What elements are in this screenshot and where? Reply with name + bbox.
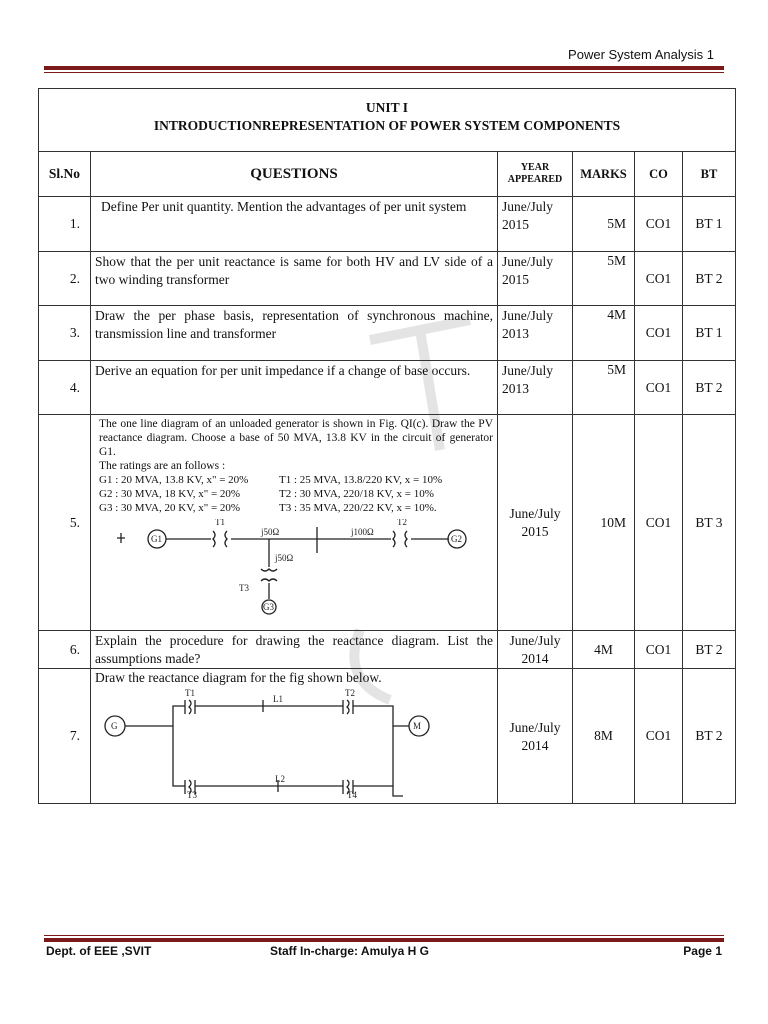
question-text: Derive an equation for per unit impedance if a change of base occurs.	[91, 361, 498, 415]
header-title: Power System Analysis 1	[568, 47, 714, 62]
course-outcome: CO1	[635, 197, 683, 252]
row-number: 4.	[39, 361, 91, 415]
col-questions: QUESTIONS	[91, 152, 498, 197]
row-number: 1.	[39, 197, 91, 252]
label-t1: T1	[185, 688, 195, 698]
table-row	[39, 361, 736, 415]
col-marks: MARKS	[573, 152, 635, 197]
question-text: Explain the procedure for drawing the reactance diagram. List the assumptions made?	[91, 631, 498, 669]
label-g1: G1	[151, 534, 162, 544]
marks: 10M	[573, 415, 635, 631]
question-text: Show that the per unit reactance is same for both HV and LV side of a two winding transformer	[91, 252, 498, 306]
course-outcome: CO1	[635, 669, 683, 804]
year-appeared: June/July 2015	[498, 197, 573, 252]
year-appeared: June/July 2014	[498, 631, 573, 669]
col-year: YEAR APPEARED	[498, 152, 573, 197]
course-outcome: CO1	[635, 631, 683, 669]
label-m: M	[413, 721, 422, 731]
table-row	[39, 252, 736, 306]
rating-g1: G1 : 20 MVA, 13.8 KV, x" = 20%	[99, 474, 249, 486]
table-row	[39, 197, 736, 252]
course-outcome: CO1	[635, 361, 683, 415]
table-row	[39, 631, 736, 669]
course-outcome: CO1	[635, 252, 683, 306]
row-number: 7.	[39, 669, 91, 804]
bloom-level: BT 2	[683, 361, 736, 415]
header-rule	[44, 66, 724, 70]
question-text: Draw the per phase basis, representation of synchronous machine, transmission line and transformer	[91, 306, 498, 361]
header-rule-thin	[44, 72, 724, 73]
label-t3: T3	[187, 790, 197, 798]
column-headers	[39, 152, 736, 197]
unit-heading	[39, 89, 736, 152]
label-line1: j50Ω	[261, 527, 280, 537]
bloom-level: BT 1	[683, 197, 736, 252]
rating-t2: T2 : 30 MVA, 220/18 KV, x = 10%	[279, 488, 434, 500]
marks: 5M	[573, 361, 635, 415]
label-g2: G2	[451, 534, 462, 544]
question-table	[38, 88, 736, 804]
year-appeared: June/July 2015	[498, 252, 573, 306]
table-row	[39, 669, 736, 804]
bloom-level: BT 3	[683, 415, 736, 631]
label-l2: L2	[275, 774, 285, 784]
rating-g2: G2 : 30 MVA, 18 KV, x" = 20%	[99, 488, 241, 500]
row-number: 3.	[39, 306, 91, 361]
row-number: 5.	[39, 415, 91, 631]
bloom-level: BT 1	[683, 306, 736, 361]
bloom-level: BT 2	[683, 631, 736, 669]
footer-rule-thin	[44, 935, 724, 936]
marks: 5M	[573, 197, 635, 252]
question-text: The one line diagram of an unloaded generator is shown in Fig. QI(c). Draw the PV reactance diagram. Choose a base of 50 MVA, 13.8 KV in the circuit of generator G1.	[99, 418, 493, 458]
course-outcome: CO1	[635, 306, 683, 361]
label-l1: L1	[273, 694, 283, 704]
table-row	[39, 415, 736, 631]
reactance-figure	[103, 686, 443, 798]
col-slno: Sl.No	[39, 152, 91, 197]
label-line3: j50Ω	[275, 553, 294, 563]
label-t2: T2	[397, 519, 407, 527]
course-outcome: CO1	[635, 415, 683, 631]
unit-number: UNIT I	[365, 100, 409, 115]
marks: 8M	[573, 669, 635, 804]
label-g3: G3	[263, 602, 274, 612]
question-cell	[91, 415, 498, 631]
bloom-level: BT 2	[683, 252, 736, 306]
footer-dept: Dept. of EEE ,SVIT	[46, 944, 152, 958]
question-cell	[91, 669, 498, 804]
footer-page: Page 1	[683, 944, 722, 958]
label-g: G	[111, 721, 118, 731]
row-number: 6.	[39, 631, 91, 669]
label-line2: j100Ω	[351, 527, 374, 537]
question-text: Define Per unit quantity. Mention the advantages of per unit system	[91, 197, 498, 252]
year-appeared: June/July 2014	[498, 669, 573, 804]
question-text: Draw the reactance diagram for the fig shown below.	[95, 670, 382, 685]
label-t3: T3	[239, 583, 249, 593]
rating-t3: T3 : 35 MVA, 220/22 KV, x = 10%.	[279, 502, 437, 514]
label-t4: T4	[347, 790, 357, 798]
one-line-diagram	[99, 519, 489, 619]
marks: 4M	[573, 306, 635, 361]
label-t1: T1	[215, 519, 225, 527]
ratings-intro: The ratings are an follows :	[99, 460, 226, 472]
footer-staff: Staff In-charge: Amulya H G	[270, 944, 429, 958]
year-appeared: June/July 2015	[498, 415, 573, 631]
col-bt: BT	[683, 152, 736, 197]
ratings-grid	[99, 473, 493, 515]
marks: 4M	[573, 631, 635, 669]
unit-title: INTRODUCTIONREPRESENTATION OF POWER SYSTEM COMPONENTS	[153, 118, 621, 133]
rating-t1: T1 : 25 MVA, 13.8/220 KV, x = 10%	[279, 474, 443, 486]
label-t2: T2	[345, 688, 355, 698]
row-number: 2.	[39, 252, 91, 306]
year-appeared: June/July 2013	[498, 361, 573, 415]
rating-g3: G3 : 30 MVA, 20 KV, x" = 20%	[99, 502, 241, 514]
col-co: CO	[635, 152, 683, 197]
year-appeared: June/July 2013	[498, 306, 573, 361]
bloom-level: BT 2	[683, 669, 736, 804]
marks: 5M	[573, 252, 635, 306]
table-row	[39, 306, 736, 361]
footer-rule	[44, 938, 724, 942]
